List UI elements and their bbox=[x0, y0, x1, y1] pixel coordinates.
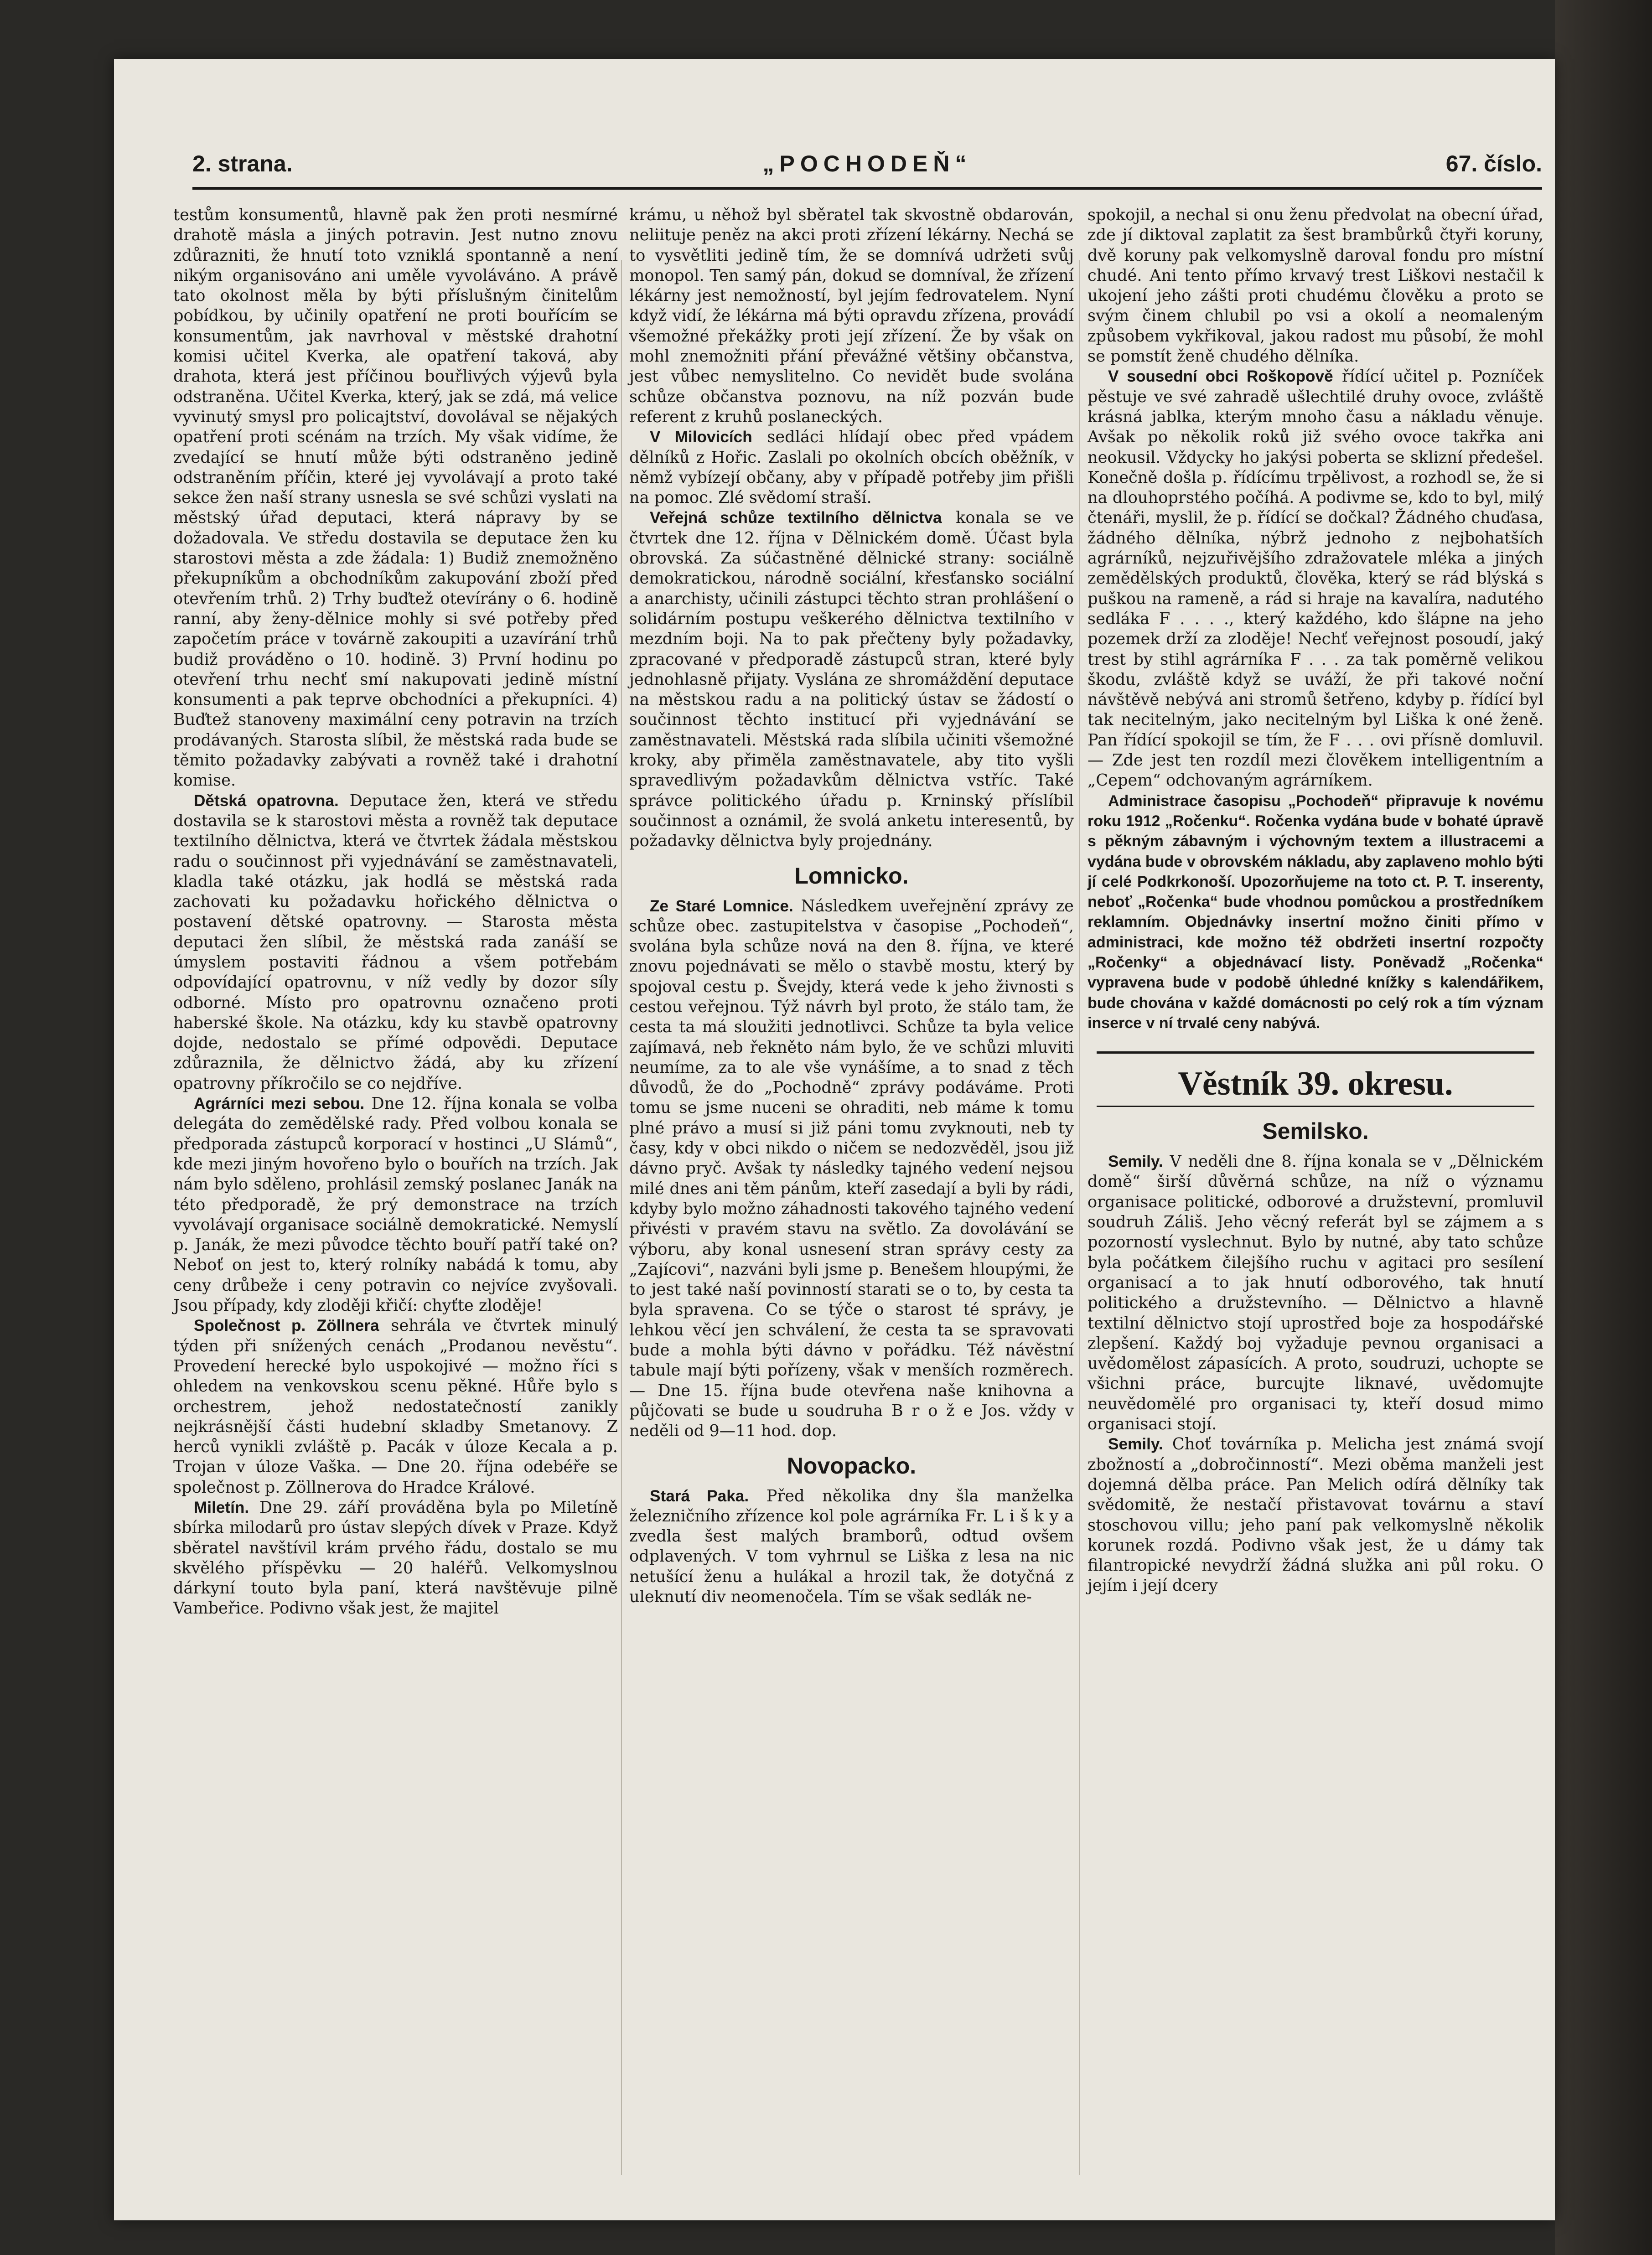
article-paragraph: krámu, u něhož byl sběratel tak skvostně obdarován, neliituje peněz na akci proti zřízení lékárny. Nechá se to vysvětliti jedině tím, že se domnívá udržeti svůj monopol. Ten samý pán, dokud se domníval, že zřízení lékárny jest nemožností, byl jejím fedrovatelem. Nyní když vidí, že lékárna má býti opravdu zřízena, provádí všemožné překážky proti její zřízení. Že by však on mohl znemožniti přání převážné většiny občanstva, jest vůbec nemyslitelno. Co nevidět bude svolána schůze občanstva poznovu, na níž pozván bude referent z kruhů poslaneckých. bbox=[629, 206, 1074, 426]
article-lead: Veřejná schůze textilního dělnictva bbox=[650, 509, 942, 527]
article-paragraph bbox=[173, 1316, 618, 1498]
article-paragraph bbox=[629, 896, 1074, 1442]
article-lead: Ze Staré Lomnice. bbox=[650, 897, 793, 915]
article-lead: Semily. bbox=[1108, 1435, 1163, 1453]
article-paragraph bbox=[1088, 367, 1543, 791]
issue-number: 67. číslo. bbox=[1445, 151, 1542, 176]
column-gutter bbox=[1079, 260, 1080, 2175]
article-text: Choť továrníka p. Melicha jest známá svojí zbožností a „dobročinností“. Mezi oběma manželi jest dojemná dělba práce. Pan Melich odírá dělníky tak svědomitě, že nestačí přistavovat továrnu a staví stoschovou villu; jeho paní pak velkomyslně několik korunek rozdá. Podivno však jest, že u dámy tak filantropické nevydrží žádná služka ani půl roku. O jejím i její dcery bbox=[1088, 1435, 1543, 1595]
article-text: Před několika dny šla manželka železničního zřízence kol pole agrárníka Fr. L i š k y a zvedla šest malých bramborů, odtud ovšem odplavených. V tom vyhrnul se Liška z lesa na nic netušící ženu a hulákal a hrozil tak, že dotyčná z uleknutí div neomenočela. Tím se však sedlák ne- bbox=[629, 1486, 1074, 1606]
article-paragraph bbox=[629, 508, 1074, 851]
region-heading: Lomnicko. bbox=[794, 863, 909, 889]
article-paragraph bbox=[1088, 1152, 1543, 1434]
yearbook-announcement: Administrace časopisu „Pochodeň“ připravuje k novému roku 1912 „Ročenku“. Ročenka vydána bude v bohaté úpravě s pěkným zábavným i výchovným textem a illustracemi a vydána bude v obrovském nákladu, aby zaplaveno mohlo býti jí celé Podkrkonoší. Upozorňujeme na toto ct. P. T. inserenty, neboť „Ročenka“ bude vhodnou pomůckou a prostředníkem reklamním. Objednávky insertní možno činiti přímo v administraci, kde možno též obdržeti insertní rozpočty „Ročenky“ a objednávací listy. Poněvadž „Ročenka“ vypravena bude v podobě úhledné knížky s kalendářikem, bude chována v každé domácnosti po celý rok a tím význam inserce v ní trvalé ceny nabývá. bbox=[1088, 792, 1543, 1032]
article-text: V neděli dne 8. října konala se v „Dělnickém domě“ širší důvěrná schůze, na níž o významu organisace politické, odborové a družstevní, promluvil soudruh Záliš. Jeho věcný referát byl se zájmem a s pozorností vyslechnut. Bylo by nutné, aby tato schůze byla počátkem čilejšího ruchu v agitaci pro sesílení organisací a to jak hnutí odborového, tak hnutí politického a družstevního. — Dělnictvo a hlavně textilní dělnictvo stojí uprostřed boje za hospodářské zlepšení. Každý boj vyžaduje pevnou organisaci a uvědomělost zápasících. A proto, soudruzi, uchopte se všichni práce, burcujte liknavé, uvědomujte neuvědomělé pro organisaci ty, kteří dosud mimo organisaci stojí. bbox=[1088, 1152, 1543, 1434]
article-lead: V sousední obci Roškopově bbox=[1108, 367, 1333, 386]
running-header bbox=[192, 150, 1542, 191]
article-paragraph bbox=[629, 1486, 1074, 1608]
article-paragraph: testům konsumentů, hlavně pak žen proti nesmírné drahotě másla a jiných potravin. Jest nutno znovu zdůrazniti, že hnutí toto vzniklá spontanně a není nikým organisováno ani uměle vyvoláváno. A právě tato okolnost měla by býti příslušným činitelům pobídkou, by učinily opatření ne proti bouřícím se konsumentům, jak navrhoval v městské drahotní komisi učitel Kverka, ale opatření taková, aby drahota, která jest příčinou bouřlivých výjevů byla odstraněna. Učitel Kverka, který, jak se zdá, má velice vyvinutý smysl pro policajtství, dovolával se nějakých opatření proti scénám na trzích. My však vidíme, že zvedající se hnutí může býti odstraněno jedině odstraněním příčin, které jej vyvolávají a proto také sekce žen naší strany usnesla se své schůzi vyslati na městský úřad deputaci, která nápravy by se dožadovala. Ve středu dostavila se deputace žen ku starostovi města a zde žádala: 1) Budiž znemožněno překupníkům a obchodníkům zakupování zboží před otevřením trhů. 2) Trhy buďtež otevírány o 6. hodině ranní, aby ženy-dělnice mohly si své potřeby před započetím práce v továrně zakoupiti a uzavírání trhů budiž prováděno o 10. hodině. 3) První hodinu po otevření trhu nechť smí nakupovati jedině místní konsumenti a pak teprve obchodníci a překupníci. 4) Buďtež stanoveny maximální ceny potravin na trzích prodávaných. Starosta slíbil, že městská rada bude se těmito požadavky zabývati a rovněž také i drahotní komise. bbox=[173, 206, 618, 790]
header-rule bbox=[192, 187, 1542, 190]
section-rule bbox=[1097, 1106, 1534, 1107]
article-paragraph bbox=[173, 1094, 618, 1316]
article-paragraph bbox=[629, 427, 1074, 508]
article-lead: Miletín. bbox=[194, 1499, 249, 1516]
article-paragraph: spokojil, a nechal si onu ženu předvolat na obecní úřad, zde jí diktoval zaplatit za šest brambůrků čtyři koruny, dvě koruny pak velkomyslně daroval fondu pro místní chudé. Ani tento přímo krvavý trest Liškovi nestačil k ukojení jeho zášti proti chudému člověku a proto se svým činem chlubil po vsi a okolí a neomaleným způsobem vykřikoval, jakou radost mu působí, že mohl se pomstít ženě chudého dělníka. bbox=[1088, 206, 1543, 366]
article-lead: Společnost p. Zöllnera bbox=[194, 1317, 379, 1335]
newspaper-title: „POCHODEŇ“ bbox=[762, 151, 972, 176]
article-paragraph bbox=[173, 1498, 618, 1619]
article-paragraph bbox=[1088, 1434, 1543, 1596]
article-text: konala se ve čtvrtek dne 12. října v Dělnickém domě. Účast byla obrovská. Za súčastněné dělnické strany: sociálně demokratickou, národně sociální, křesťansko sociální a anarchisty, učinili zástupci těchto stran prohlášení o solidárním postupu veškerého dělnictva textilního v mezdním boji. Na to pak přečteny byly požadavky, zpracované v předporadě zástupců stran, které byly jednohlasně přijaty. Vyslána ze shromáždění deputace na městskou radu a na politický ústav se žádostí o součinnost těchto institucí při vyjednávání se zaměstnavateli. Městská rada slíbila učiniti všemožné kroky, aby přiměla zaměstnavatele, aby tito vyšli spravedlivým požadavkům dělnictva vstříc. Také správce politického úřadu p. Krninský příslíbil součinnost a oznámil, že svolá anketu interesentů, by požadavky dělnictva byly projednány. bbox=[629, 508, 1074, 851]
page-number: 2. strana. bbox=[192, 151, 293, 176]
section-title: Věstník 39. okresu. bbox=[1178, 1065, 1453, 1103]
article-lead: Dětská opatrovna. bbox=[194, 791, 339, 810]
article-text: Dne 12. října konala se volba delegáta do zemědělské rady. Před volbou konala se předporada zástupců korporací v hostinci „U Slámů“, kde mezi jiným hovořeno bylo o bouřích na trzích. Jak nám bylo sděleno, prohlásil zemský poslanec Janák na této předporadě, že prý demonstrace na trzích vyvolávají organisace sociálně demokratické. Nemyslí p. Janák, že mezi původce těchto bouří patří také on? Neboť on jest to, který rolníky nabádá k tomu, aby ceny drůbeže i ceny potravin co nejvíce zvyšovali. Jsou případy, kdy zloději křičí: chyťte zloděje! bbox=[173, 1094, 618, 1315]
region-heading: Semilsko. bbox=[1262, 1118, 1369, 1144]
article-text: Dne 29. září prováděna byla po Miletíně sbírka milodarů pro ústav slepých dívek v Praze. Když sběratel navštívil krám prvého řádu, dostalo se mu skvělého příspěvku — 20 haléřů. Velkomyslnou dárkyní touto byla paní, která navštěvuje pilně Vambeřice. Podivno však jest, že majitel bbox=[173, 1498, 618, 1618]
article-lead: Agrárníci mezi sebou. bbox=[194, 1095, 365, 1113]
newspaper-page bbox=[114, 59, 1555, 2220]
article-paragraph bbox=[173, 791, 618, 1094]
article-text: sedláci hlídají obec před vpádem dělníků z Hořic. Zaslali po okolních obcích oběžník, v němž vybízejí občany, aby v případě potřeby jim přišli na pomoc. Zlé svědomí straší. bbox=[629, 428, 1074, 507]
article-text: sehrála ve čtvrtek minulý týden při snížených cenách „Prodanou nevěstu“. Provedení herecké bylo uspokojivé — možno říci s ohledem na venkovskou scenu pěkné. Hůře bylo s orchestrem, jehož nedostatečností zanikly nejkrásnější části hudební skladby Smetanovy. Z herců vynikli zvláště p. Pacák v úloze Kecala a p. Trojan v úloze Vaška. — Dne 20. října odebéře se společnost p. Zöllnerova do Hradce Králové. bbox=[173, 1316, 618, 1497]
article-lead: V Milovicích bbox=[650, 428, 752, 446]
article-lead: Stará Paka. bbox=[650, 1487, 749, 1505]
column-gutter bbox=[621, 260, 622, 2175]
section-rule bbox=[1097, 1051, 1534, 1054]
article-text: Následkem uveřejnění zprávy ze schůze obec. zastupitelstva v časopise „Pochodeň“, svolána byla schůze nová na den 8. října, ve které znovu pojednávati se mělo o stavbě mostu, který by spojoval cestu p. Švejdy, která vede k jeho živnosti s cestou veřejnou. Týž návrh byl proto, že stálo tam, že cesta ta má sloužiti jednotlivci. Schůze ta byla velice zajímavá, neb řekněto nám bylo, že ve schůzi mluviti neumíme, za to ale vše vynášíme, a to snad z těch důvodů, že do „Pochodně“ zprávy podáváme. Proti tomu se jsme nuceni se ohraditi, neb máme k tomu plné právo a musí si již páni tomu zvyknouti, neb ty časy, kdy v obci nikdo o ničem se nedozvěděl, jsou již dávno pryč. Avšak ty následky tajného vedení nejsou milé dnes ani těm pánům, kteří zasedají a byli by rádi, kdyby bylo možno záhadnosti takového tajného vedení přivésti v pravém stavu na světlo. Za dovolávání se výboru, aby konal usnesení stran správy cesty za „Zajícovi“, nazváni byli jsme p. Benešem hloupými, že to jest také naší povinností starati se o to, by cesta ta byla spravena. Co se týče o starost té správy, je lehkou věcí jen schválení, že cesta ta se spravovati bude a mohla býti dávno v pořádku. Též návěstní tabule mají býti pořízeny, však v menších rozměrech. — Dne 15. října bude otevřena naše knihovna a půjčovati se bude u soudruha B r o ž e Jos. vždy v neděli od 9—11 hod. dop. bbox=[629, 896, 1074, 1441]
region-heading: Novopacko. bbox=[787, 1453, 917, 1479]
column-3 bbox=[1088, 205, 1543, 1596]
article-text: řídící učitel p. Pozníček pěstuje ve své zahradě ušlechtilé druhy ovoce, zvláště krásná jablka, kterým mnoho času a nákladu věnuje. Avšak po několik roků již svého ovoce takřka ani neokusil. Vždycky ho jakýsi poberta se sklizní předešel. Konečně došla p. řídícímu trpělivost, a rozhodl se, že si na dlouhoprstého počíhá. A podivme se, kdo to byl, milý čtenáři, myslil, že p. řídící se dočkal? Žádného chuďasa, žádného dělníka, nýbrž jednoho z nejbohatších agrárníků, nejzuřivějšího zdražovatele mléka a jiných zemědělských produktů, člověka, který se rád blýská s puškou na rameně, a rád si hraje na kavalíra, nadutého sedláka F . . . ., který každého, kdo šlápne na jeho pozemek drží za zloděje! Nechť veřejnost posoudí, jaký trest by stihl agrárníka F . . . za tak poměrně velikou škodu, zvláště když se uváží, že při takové noční návštěvě nebývá ani stromů šetřeno, kdyby p. řídící byl tak necitelným, jako necitelným byl Liška k oné ženě. Pan řídící spokojil se tím, že F . . . ovi přísně domluvil. — Zde jest ten rozdíl mezi člověkem intelligentním a „Cepem“ odchovaným agrárníkem. bbox=[1088, 367, 1543, 790]
article-lead: Semily. bbox=[1108, 1153, 1163, 1171]
article-text: Deputace žen, která ve středu dostavila se k starostovi města a rovněž tak deputace textilního dělnictva, která ve čtvrtek žádala městskou radu o součinnost při vyjednávání se zaměstnavateli, kladla také otázku, jak hodlá se městská rada zachovati ku požadavku hořického dělnictva o postavení dětské opatrovny. — Starosta města deputaci žen slíbil, že městská rada zanáší se úmyslem postaviti řádnou a všem potřebám odpovídající opatrovnu, v níž vedly by dozor síly odborné. Místo pro opatrovnu označeno proti haberské škole. Na otázku, kdy ku stavbě opatrovny dojde, nedostalo se přímé odpovědi. Deputace zdůraznila, že dělnictvo žádá, aby ku zřízení opatrovny příkročilo se co nejdříve. bbox=[173, 791, 618, 1093]
scan-edge bbox=[1555, 0, 1652, 2255]
column-2 bbox=[629, 205, 1074, 1607]
column-1 bbox=[173, 205, 618, 1619]
